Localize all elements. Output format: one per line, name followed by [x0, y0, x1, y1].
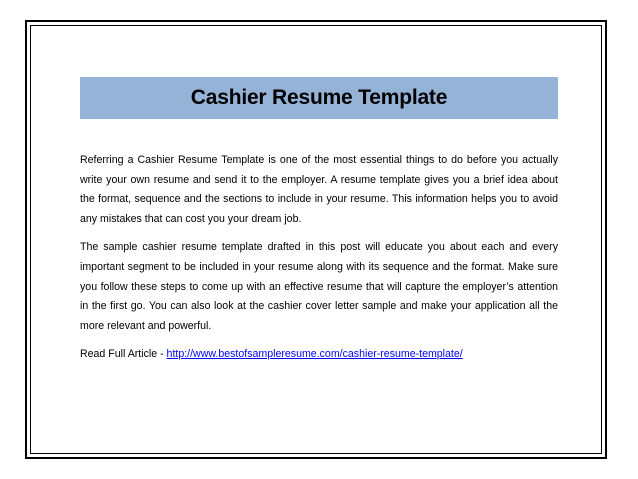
title-banner: [80, 77, 558, 119]
article-body: [80, 151, 558, 365]
read-more-line: [80, 345, 558, 365]
page-title: Cashier Resume Template: [190, 86, 448, 109]
paragraph-intro: Referring a Cashier Resume Template is one of the most essential things to do before you actually write your own resume and send it to the employer. A resume template gives you a brief idea about the format, sequence and the sections to include in your resume. This information helps you to avoid any mistakes that can cost you your dream job.: [80, 154, 558, 225]
paragraph-details: The sample cashier resume template drafted in this post will educate you about each and every important segment to be included in your resume along with its sequence and the format. Make sure you follow these steps to come up with an effective resume that will capture the employer’s attention in the first go. You can also look at the cashier cover letter sample and make your application all the more relevant and powerful.: [80, 241, 558, 332]
read-more-label: Read Full Article -: [80, 348, 167, 361]
article-link[interactable]: http://www.bestofsampleresume.com/cashier-resume-template/: [166, 348, 463, 361]
